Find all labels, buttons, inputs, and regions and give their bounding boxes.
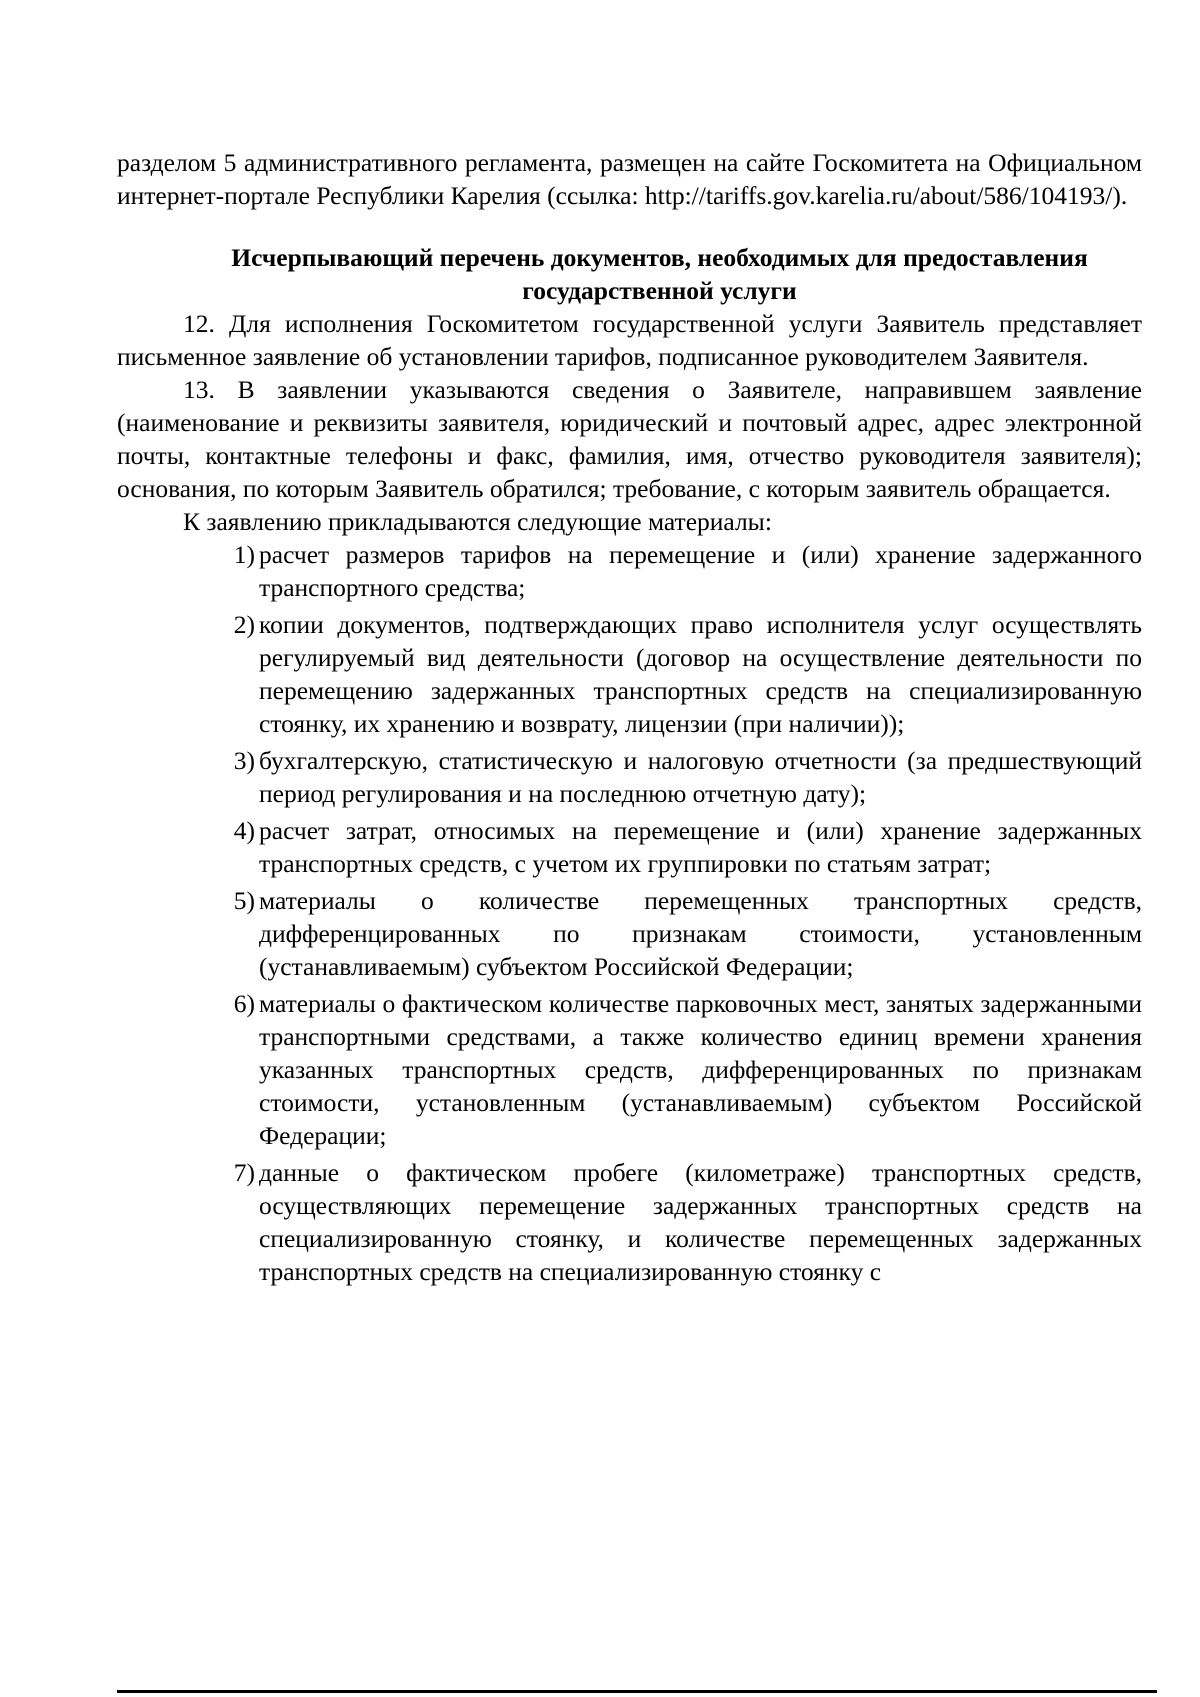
intro-paragraph: разделом 5 административного регламента, размещен на сайте Госкомитета на Официальном интернет-портале Республики Карелия (ссылка: http://tariffs.gov.karelia.ru/about/586/104193/).: [117, 148, 1142, 210]
materials-intro: К заявлению прикладываются следующие материалы:: [183, 507, 772, 536]
list-item: [117, 987, 1142, 1152]
list-item: [117, 608, 1142, 740]
list-item-text: данные о фактическом пробеге (километраже) транспортных средств, осуществляющих перемещение задержанных транспортных средств на специализированную стоянку, и количестве перемещенных задержанных транспортных средств на специализированную стоянку с: [259, 1158, 1142, 1286]
list-item-text: бухгалтерскую, статистическую и налоговую отчетности (за предшествующий период регулирования и на последнюю отчетную дату);: [259, 746, 1142, 808]
list-item-text: расчет размеров тарифов на перемещение и (или) хранение задержанного транспортного средства;: [259, 540, 1142, 602]
document-page: [117, 146, 1142, 1292]
list-item: [117, 884, 1142, 983]
list-item-number: 7): [233, 1158, 255, 1187]
list-item-number: 5): [233, 886, 255, 915]
list-item: [117, 744, 1142, 810]
list-item-number: 3): [233, 746, 255, 775]
list-item-number: 2): [233, 610, 255, 639]
list-item-text: материалы о фактическом количестве парковочных мест, занятых задержанными транспортными средствами, а также количество единиц времени хранения указанных транспортных средств, дифференцированных по признакам стоимости, установленным (устанавливаемым) субъектом Российской Федерации;: [259, 989, 1142, 1150]
list-item-number: 6): [233, 989, 255, 1018]
list-item-text: расчет затрат, относимых на перемещение и (или) хранение задержанных транспортных средств, с учетом их группировки по статьям затрат;: [259, 816, 1142, 878]
list-item: [117, 814, 1142, 880]
list-item-number: 1): [233, 540, 255, 569]
page-bottom-rule: [117, 1690, 1157, 1693]
list-item-text: копии документов, подтверждающих право исполнителя услуг осуществлять регулируемый вид деятельности (договор на осуществление деятельности по перемещению задержанных транспортных средств на специализированную стоянку, их хранению и возврату, лицензии (при наличии));: [259, 610, 1142, 738]
paragraph-12: 12. Для исполнения Госкомитетом государственной услуги Заявитель представляет письменное заявление об установлении тарифов, подписанное руководителем Заявителя.: [117, 309, 1142, 371]
list-item-number: 4): [233, 816, 255, 845]
section-heading: Исчерпывающий перечень документов, необходимых для предоставления государственной услуги: [231, 243, 1088, 305]
list-item: [117, 538, 1142, 604]
list-item: [117, 1156, 1142, 1288]
materials-list: [117, 538, 1142, 1288]
paragraph-13: 13. В заявлении указываются сведения о Заявителе, направившем заявление (наименование и реквизиты заявителя, юридический и почтовый адрес, адрес электронной почты, контактные телефоны и факс, фамилия, имя, отчество руководителя заявителя); основания, по которым Заявитель обратился; требование, с которым заявитель обращается.: [117, 375, 1142, 503]
list-item-text: материалы о количестве перемещенных транспортных средств, дифференцированных по признакам стоимости, установленным (устанавливаемым) субъектом Российской Федерации;: [259, 886, 1142, 981]
